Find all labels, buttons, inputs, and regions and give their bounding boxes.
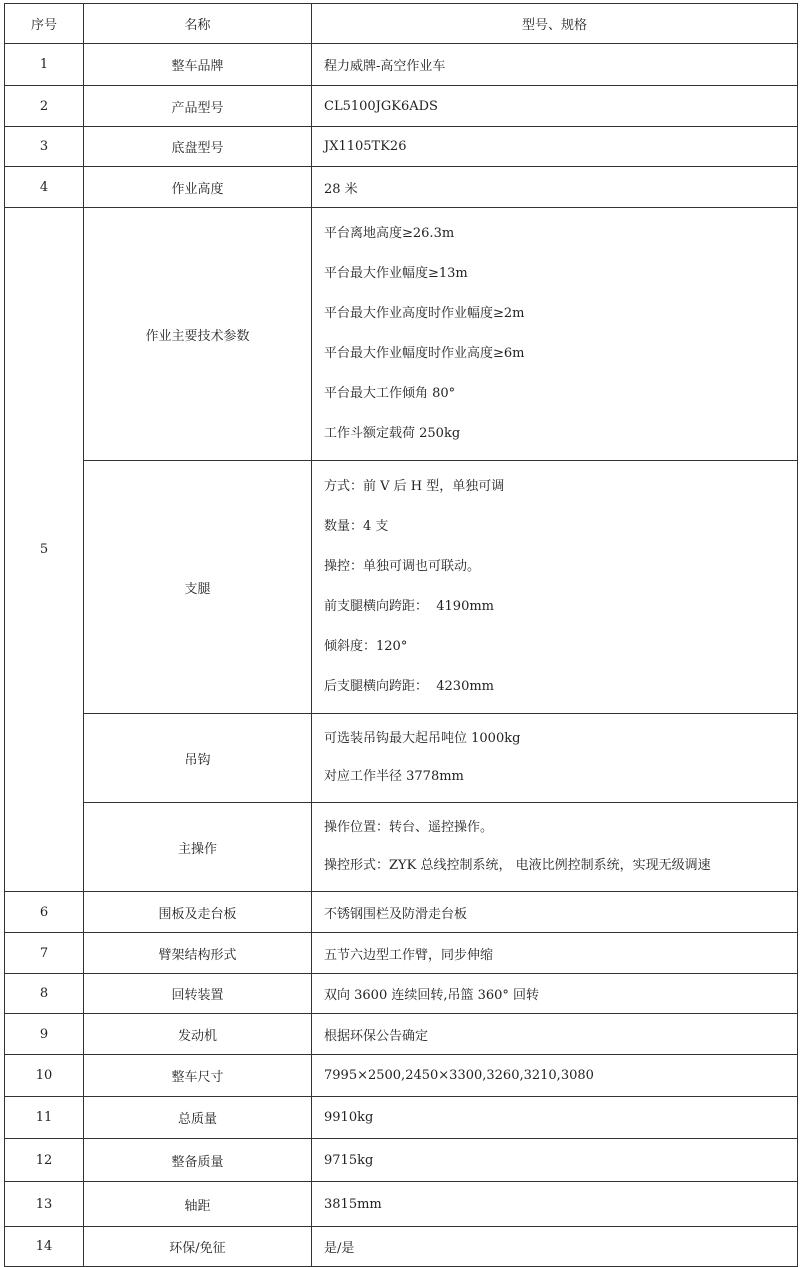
table-header-row: [5, 4, 798, 44]
spec-table: [4, 3, 798, 1267]
table-row: [5, 892, 798, 933]
table-row: [5, 1014, 798, 1055]
row-name: 围板及走台板: [84, 892, 312, 933]
table-row: [5, 86, 798, 127]
row-name: 总质量: [84, 1097, 312, 1139]
row-no: 3: [5, 127, 84, 167]
group-name: 支腿: [84, 461, 312, 714]
row-spec: 9715kg: [312, 1139, 798, 1182]
spec-line: 前支腿横向跨距： 4190mm: [324, 599, 495, 614]
group-spec: [312, 803, 798, 892]
table-row: [5, 44, 798, 86]
table-row: [5, 933, 798, 974]
row-spec: 是/是: [312, 1227, 798, 1267]
spec-line: 操作位置：转台、遥控操作。: [324, 820, 494, 835]
row-no: 5: [5, 208, 84, 892]
row-spec: 程力威牌-高空作业车: [312, 44, 798, 86]
spec-line: 数量：4 支: [324, 519, 389, 534]
table-row: [5, 1097, 798, 1139]
row-name: 底盘型号: [84, 127, 312, 167]
group-name: 主操作: [84, 803, 312, 892]
row-no: 12: [5, 1139, 84, 1182]
row-spec: 双向 3600 连续回转,吊篮 360° 回转: [312, 974, 798, 1014]
row-spec: 9910kg: [312, 1097, 798, 1139]
spec-line: 方式：前 V 后 H 型，单独可调: [324, 479, 505, 494]
row-spec: 7995×2500,2450×3300,3260,3210,3080: [312, 1055, 798, 1097]
table-row: [5, 461, 798, 714]
row-name: 产品型号: [84, 86, 312, 127]
row-no: 4: [5, 167, 84, 208]
row-no: 10: [5, 1055, 84, 1097]
row-spec: 28 米: [312, 167, 798, 208]
group-spec: [312, 714, 798, 803]
table-row: [5, 1055, 798, 1097]
table-row: [5, 714, 798, 803]
spec-line: 可选装吊钩最大起吊吨位 1000kg: [324, 731, 521, 746]
table-row: [5, 803, 798, 892]
table-row: [5, 1182, 798, 1227]
spec-line: 平台最大作业高度时作业幅度≥2m: [324, 306, 525, 321]
row-name: 回转装置: [84, 974, 312, 1014]
row-name: 发动机: [84, 1014, 312, 1055]
spec-line: 平台离地高度≥26.3m: [324, 226, 455, 241]
spec-line: 对应工作半径 3778mm: [324, 769, 464, 784]
row-name: 环保/免征: [84, 1227, 312, 1267]
spec-line: 倾斜度：120°: [324, 639, 408, 654]
spec-line: 平台最大作业幅度时作业高度≥6m: [324, 346, 525, 361]
row-no: 9: [5, 1014, 84, 1055]
spec-line: 平台最大工作倾角 80°: [324, 386, 456, 401]
table-row: [5, 208, 798, 461]
header-spec: 型号、规格: [312, 4, 798, 44]
row-name: 作业高度: [84, 167, 312, 208]
row-no: 8: [5, 974, 84, 1014]
group-name: 作业主要技术参数: [84, 208, 312, 461]
row-name: 整备质量: [84, 1139, 312, 1182]
row-no: 6: [5, 892, 84, 933]
row-name: 整车品牌: [84, 44, 312, 86]
row-spec: 五节六边型工作臂，同步伸缩: [312, 933, 798, 974]
header-name: 名称: [84, 4, 312, 44]
table-row: [5, 1139, 798, 1182]
spec-line: 平台最大作业幅度≥13m: [324, 266, 468, 281]
group-spec: [312, 208, 798, 461]
row-no: 1: [5, 44, 84, 86]
table-row: [5, 974, 798, 1014]
spec-line: 操控：单独可调也可联动。: [324, 559, 481, 574]
row-no: 14: [5, 1227, 84, 1267]
header-no: 序号: [5, 4, 84, 44]
row-spec: 根据环保公告确定: [312, 1014, 798, 1055]
spec-line: 工作斗额定载荷 250kg: [324, 426, 461, 441]
table-row: [5, 167, 798, 208]
spec-line: 后支腿横向跨距： 4230mm: [324, 679, 495, 694]
row-spec: CL5100JGK6ADS: [312, 86, 798, 127]
row-name: 轴距: [84, 1182, 312, 1227]
row-no: 13: [5, 1182, 84, 1227]
table-row: [5, 127, 798, 167]
row-no: 11: [5, 1097, 84, 1139]
table-row: [5, 1227, 798, 1267]
row-spec: 不锈钢围栏及防滑走台板: [312, 892, 798, 933]
row-no: 7: [5, 933, 84, 974]
group-name: 吊钩: [84, 714, 312, 803]
spec-line: 操控形式：ZYK 总线控制系统， 电液比例控制系统，实现无级调速: [324, 858, 711, 873]
row-name: 臂架结构形式: [84, 933, 312, 974]
row-spec: JX1105TK26: [312, 127, 798, 167]
row-spec: 3815mm: [312, 1182, 798, 1227]
group-spec: [312, 461, 798, 714]
row-no: 2: [5, 86, 84, 127]
row-name: 整车尺寸: [84, 1055, 312, 1097]
